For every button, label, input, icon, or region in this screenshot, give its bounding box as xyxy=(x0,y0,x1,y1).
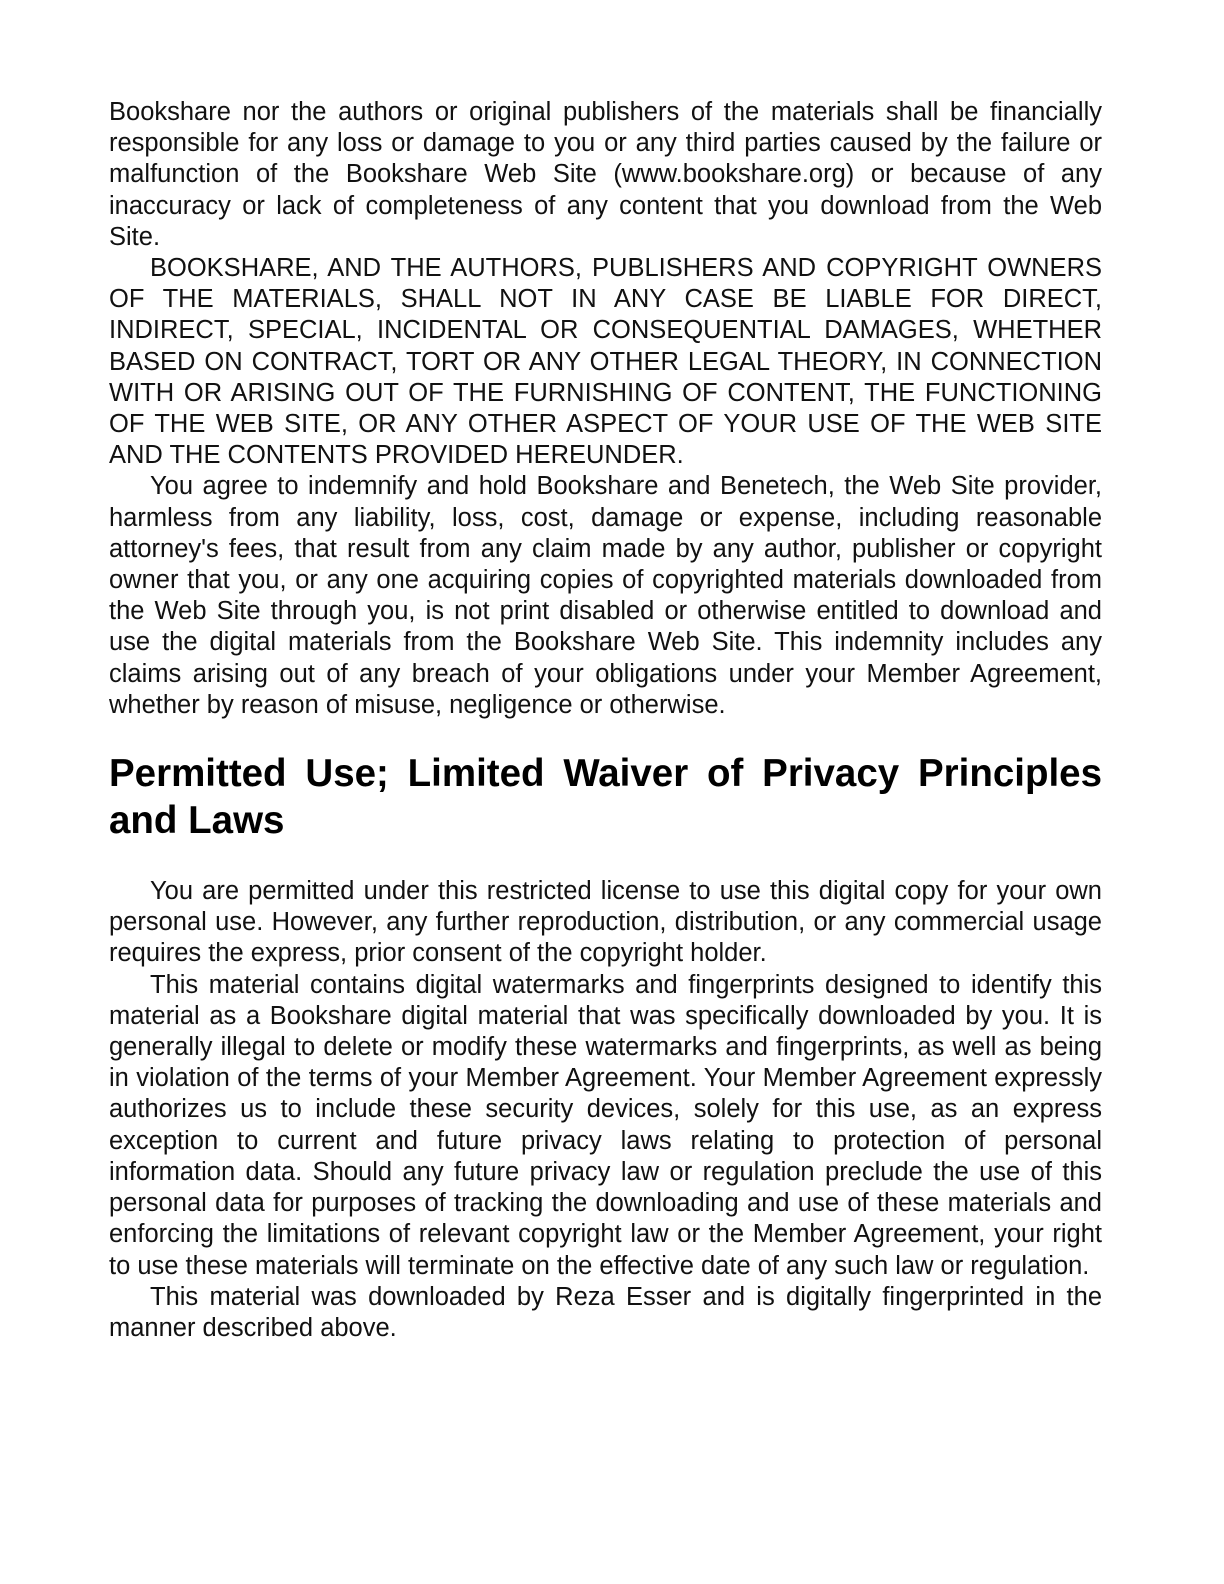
paragraph-liability-intro: Bookshare nor the authors or original publishers of the materials shall be financially responsible for any loss or damage to you or any third parties caused by the failure or malfunction of the Bookshare Web Site (www.bookshare.org) or because of any inaccuracy or lack of completeness of any content that you download from the Web Site. xyxy=(109,98,1102,251)
document-page xyxy=(109,97,1102,1344)
paragraph-permitted-use: You are permitted under this restricted license to use this digital copy for your own personal use. However, any further reproduction, distribution, or any commercial usage requires the express, prior consent of the copyright holder. xyxy=(109,877,1102,968)
paragraph-download-notice: This material was downloaded by Reza Esser and is digitally fingerprinted in the manner described above. xyxy=(109,1282,1102,1342)
paragraph-liability-disclaimer: BOOKSHARE, AND THE AUTHORS, PUBLISHERS AND COPYRIGHT OWNERS OF THE MATERIALS, SHALL NOT IN ANY CASE BE LIABLE FOR DIRECT, INDIRECT, SPECIAL, INCIDENTAL OR CONSEQUENTIAL DAMAGES, WHETHER BASED ON CONTRACT, TORT OR ANY OTHER LEGAL THEORY, IN CONNECTION WITH OR ARISING OUT OF THE FURNISHING OF CONTENT, THE FUNCTIONING OF THE WEB SITE, OR ANY OTHER ASPECT OF YOUR USE OF THE WEB SITE AND THE CONTENTS PROVIDED HEREUNDER. xyxy=(109,254,1102,470)
section-heading: Permitted Use; Limited Waiver of Privacy Principles and Laws xyxy=(109,752,1102,843)
paragraph-indemnity: You agree to indemnify and hold Bookshare and Benetech, the Web Site provider, harmless from any liability, loss, cost, damage or expense, including reasonable attorney's fees, that result from any claim made by any author, publisher or copyright owner that you, or any one acquiring copies of copyrighted materials downloaded from the Web Site through you, is not print disabled or otherwise entitled to download and use the digital materials from the Bookshare Web Site. This indemnity includes any claims arising out of any breach of your obligations under your Member Agreement, whether by reason of misuse, negligence or otherwise. xyxy=(109,472,1102,719)
paragraph-watermarks: This material contains digital watermarks and fingerprints designed to identify this material as a Bookshare digital material that was specifically downloaded by you. It is generally illegal to delete or modify these watermarks and fingerprints, as well as being in violation of the terms of your Member Agreement. Your Member Agreement expressly authorizes us to include these security devices, solely for this use, as an express exception to current and future privacy laws relating to protection of personal information data. Should any future privacy law or regulation preclude the use of this personal data for purposes of tracking the downloading and use of these materials and enforcing the limitations of relevant copyright law or the Member Agreement, your right to use these materials will terminate on the effective date of any such law or regulation. xyxy=(109,970,1102,1280)
